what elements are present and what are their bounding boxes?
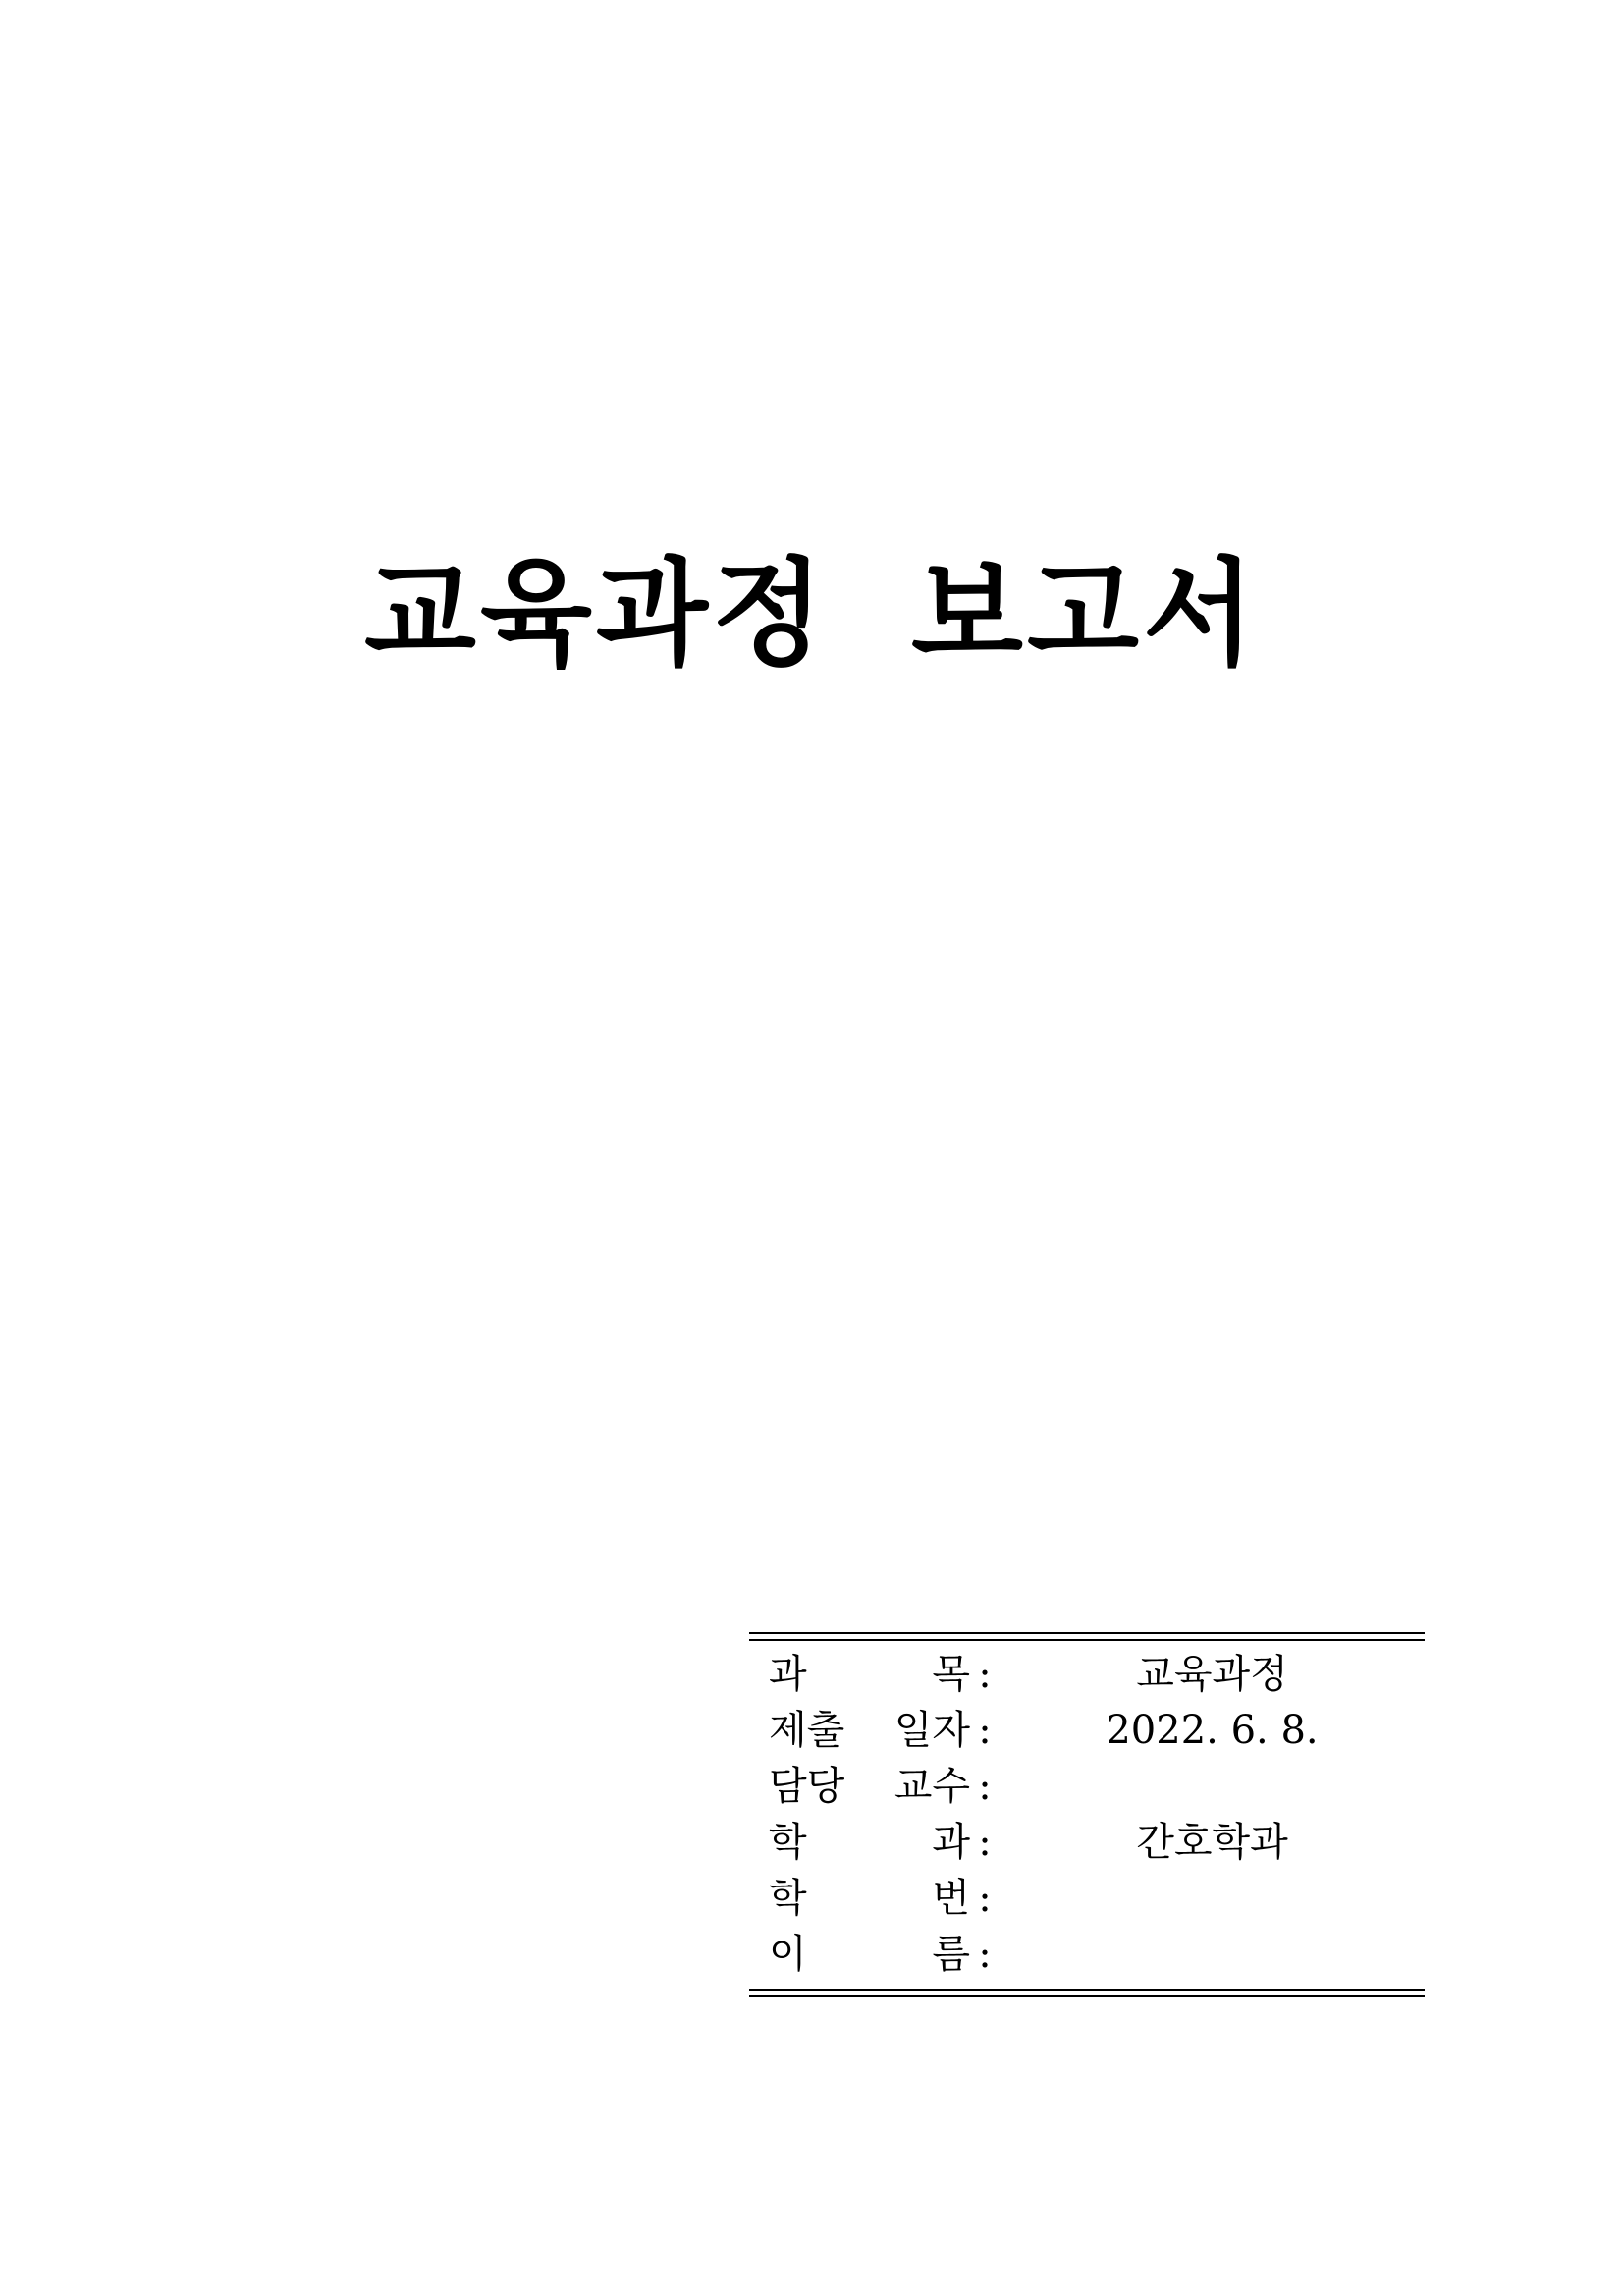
info-row-department [749, 1815, 1425, 1871]
info-label-left: 제출 [769, 1708, 845, 1753]
info-label-right: 교수 [893, 1764, 970, 1809]
info-label [749, 1647, 970, 1703]
info-value-submission-date: 2022. 6. 8. [1106, 1708, 1319, 1753]
info-colon: : [978, 1876, 992, 1921]
info-row-subject [749, 1647, 1425, 1703]
submission-info-table [749, 1632, 1425, 1997]
info-label-left: 과 [769, 1652, 807, 1697]
info-row-submission-date [749, 1703, 1425, 1759]
info-colon: : [978, 1652, 992, 1697]
info-label [749, 1815, 970, 1871]
info-label-right: 목 [932, 1652, 970, 1697]
info-label-right: 일자 [893, 1708, 970, 1753]
info-label [749, 1759, 970, 1815]
top-double-rule [749, 1632, 1425, 1641]
info-value-department: 간호학과 [1136, 1820, 1288, 1865]
info-label-right: 과 [932, 1820, 970, 1865]
info-label-left: 학 [769, 1876, 807, 1921]
info-colon: : [978, 1764, 992, 1809]
info-label-right: 름 [932, 1932, 970, 1977]
info-value-subject: 교육과정 [1136, 1652, 1288, 1697]
info-label [749, 1703, 970, 1759]
info-colon: : [978, 1820, 992, 1865]
info-row-student-id [749, 1871, 1425, 1927]
info-label-left: 담당 [769, 1764, 845, 1809]
info-label [749, 1927, 970, 1983]
info-label-left: 이 [769, 1932, 807, 1977]
info-label-right: 번 [932, 1876, 970, 1921]
info-colon: : [978, 1708, 992, 1753]
info-row-name [749, 1927, 1425, 1983]
info-label [749, 1871, 970, 1927]
info-colon: : [978, 1932, 992, 1977]
document-title: 교육과정 보고서 [364, 546, 1259, 682]
bottom-double-rule [749, 1989, 1425, 1997]
info-label-left: 학 [769, 1820, 807, 1865]
info-row-professor [749, 1759, 1425, 1815]
